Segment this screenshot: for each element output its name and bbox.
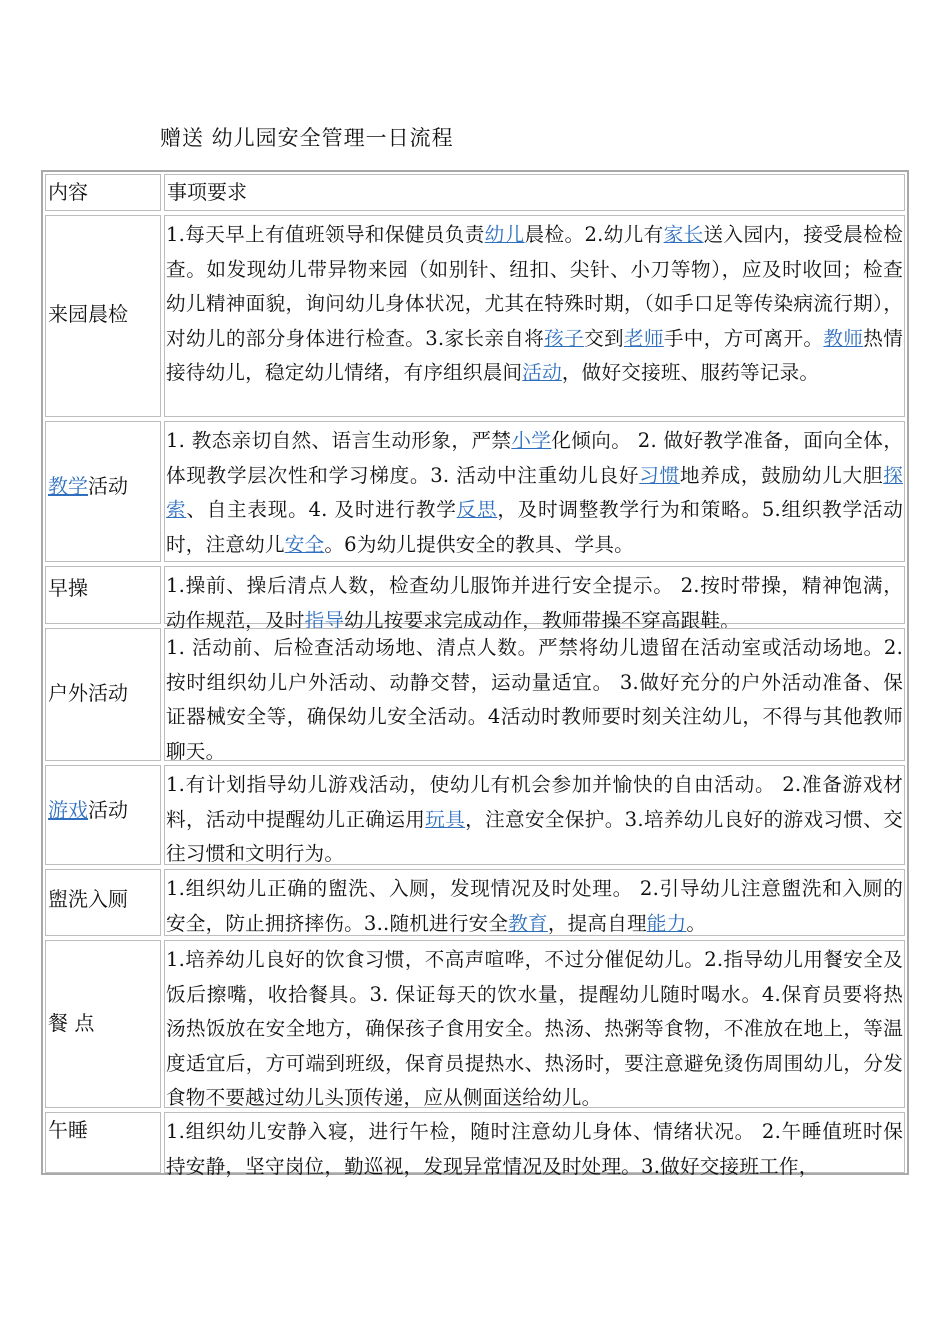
header-cell-requirements bbox=[164, 174, 905, 211]
inline-link[interactable]: 家长 bbox=[663, 223, 704, 246]
row-label bbox=[48, 676, 128, 710]
row-body-text bbox=[165, 768, 904, 872]
row-label-cell bbox=[45, 566, 161, 624]
text-run: 。6为幼儿提供安全的教具、学具。 bbox=[324, 532, 634, 556]
text-run: ，及时调整教学行为和策略。5.组织教学活动时，注意幼儿 bbox=[166, 498, 903, 556]
row-body-text bbox=[165, 943, 904, 1116]
text-run: 午睡 bbox=[48, 1118, 88, 1142]
row-body-cell bbox=[164, 1112, 905, 1178]
row-body-text bbox=[165, 218, 904, 391]
row-body-text bbox=[165, 872, 904, 941]
text-run: 户外活动 bbox=[48, 681, 128, 705]
row-label bbox=[48, 1006, 94, 1040]
text-run: 早操 bbox=[48, 576, 88, 600]
row-body-text bbox=[165, 631, 904, 769]
row-body-cell bbox=[164, 628, 905, 761]
row-label-cell bbox=[45, 628, 161, 761]
procedure-table bbox=[41, 170, 909, 1178]
table-row bbox=[43, 867, 907, 938]
inline-link[interactable]: 教师 bbox=[823, 326, 864, 350]
row-label-cell bbox=[45, 940, 161, 1108]
inline-link[interactable]: 玩具 bbox=[425, 807, 466, 831]
row-label-cell bbox=[45, 215, 161, 417]
text-run: 活动 bbox=[88, 474, 128, 498]
inline-link[interactable]: 小学 bbox=[511, 429, 552, 452]
table-row bbox=[43, 763, 907, 867]
text-run: ，注意安全保护。3.培养幼儿良好的游戏习惯、交往习惯和文明行为。 bbox=[166, 807, 904, 865]
text-run: 1.培养幼儿良好的饮食习惯，不高声喧哗，不过分催促幼儿。2.指导幼儿用餐安全及饭后擦嘴，收拾餐具。3. 保证每天的饮水量，提醒幼儿随时喝水。4.保育员要将热汤热饭放在安全地方，确保孩子食用安全。热汤、热粥等食物，不准放在地上，等温度适宜后，方可端到班级，保育员提热水、热汤时，要注意避免烫伤周围幼儿，分发食物不要越过幼儿头顶传递，应从侧面送给幼儿。 bbox=[166, 948, 903, 1109]
text-run: 手中，方可离开。 bbox=[663, 326, 824, 350]
row-label bbox=[48, 793, 128, 827]
table-row bbox=[43, 419, 907, 564]
text-run: 1.有计划指导幼儿游戏活动，使幼儿有机会参加并愉快的自由活动。 2.准备游戏材料，活动中提醒幼儿正确运用 bbox=[166, 773, 903, 831]
inline-link[interactable]: 能力 bbox=[646, 911, 687, 935]
inline-link[interactable]: 安全 bbox=[284, 532, 325, 556]
text-run: 、自主表现。4. 及时进行教学 bbox=[186, 498, 457, 521]
text-run: 1. 教态亲切自然、语言生动形象，严禁 bbox=[166, 429, 512, 452]
inline-link[interactable]: 教学 bbox=[48, 474, 88, 498]
inline-link[interactable]: 活动 bbox=[522, 361, 562, 384]
row-body-cell bbox=[164, 869, 905, 936]
inline-link[interactable]: 游戏 bbox=[48, 798, 88, 822]
row-label bbox=[48, 1113, 88, 1147]
row-label-cell bbox=[45, 869, 161, 936]
row-label bbox=[48, 469, 128, 503]
row-body-cell bbox=[164, 215, 905, 417]
inline-link[interactable]: 教育 bbox=[508, 911, 548, 935]
row-body-text bbox=[165, 424, 904, 562]
text-run: 活动 bbox=[88, 798, 128, 822]
row-label bbox=[48, 571, 88, 605]
text-run: 。 bbox=[686, 911, 707, 935]
row-body-cell bbox=[164, 566, 905, 632]
text-run: 送入园内，接受晨检检查。如发现幼儿带异物来园（如别针、纽扣、尖针、小刀等物），应及时收回；检查幼儿精神面貌，询问幼儿身体状况，尤其在特殊时期，（如手口足等传染病流行期），对幼儿的部分身体进行检查。3.家长亲自将 bbox=[166, 223, 903, 350]
text-run: ，做好交接班、服药等记录。 bbox=[561, 361, 820, 384]
table-row bbox=[43, 938, 907, 1110]
table-row bbox=[43, 213, 907, 419]
row-label-cell bbox=[45, 421, 161, 562]
header-cell-content bbox=[45, 174, 161, 211]
text-run: 1.组织幼儿安静入寝，进行午检，随时注意幼儿身体、情绪状况。 2.午睡值班时保持安静，坚守岗位，勤巡视，发现异常情况及时处理。3.做好交接班工作， bbox=[166, 1120, 903, 1178]
text-run: 来园晨检 bbox=[48, 302, 128, 326]
row-label bbox=[48, 297, 128, 331]
inline-link[interactable]: 幼儿 bbox=[484, 223, 525, 246]
header-label-requirements: 事项要求 bbox=[167, 180, 247, 204]
text-run: 1.组织幼儿正确的盥洗、入厕，发现情况及时处理。 2.引导幼儿注意盥洗和入厕的安全，防止拥挤摔伤。3..随机进行安全 bbox=[166, 877, 903, 935]
text-run: 地养成，鼓励幼儿大胆 bbox=[679, 463, 884, 487]
text-run: 热情接待幼儿，稳定幼儿情绪，有序组织晨间 bbox=[166, 326, 903, 384]
inline-link[interactable]: 习惯 bbox=[639, 463, 680, 487]
row-body-text bbox=[165, 1115, 904, 1184]
row-body-cell bbox=[164, 421, 905, 562]
row-body-cell bbox=[164, 940, 905, 1108]
inline-link[interactable]: 孩子 bbox=[544, 326, 585, 350]
row-label-cell bbox=[45, 765, 161, 865]
text-run: ，提高自理 bbox=[547, 911, 647, 935]
inline-link[interactable]: 反思 bbox=[456, 498, 498, 521]
row-label-cell bbox=[45, 1112, 161, 1173]
row-label bbox=[48, 882, 128, 916]
table-row bbox=[43, 626, 907, 763]
page-title: 赠送 幼儿园安全管理一日流程 bbox=[160, 126, 454, 150]
inline-link[interactable]: 探索 bbox=[166, 463, 903, 521]
table-row bbox=[43, 564, 907, 632]
table-header-row bbox=[43, 172, 907, 213]
text-run: 晨检。2.幼儿有 bbox=[524, 223, 664, 246]
text-run: 化倾向。 2. 做好教学准备，面向全体，体现教学层次性和学习梯度。3. 活动中注重幼儿良好 bbox=[166, 429, 903, 487]
header-label-content: 内容 bbox=[48, 180, 88, 204]
text-run: 1. 活动前、后检查活动场地、清点人数。严禁将幼儿遗留在活动室或活动场地。2.按时组织幼儿户外活动、动静交替，运动量适宜。 3.做好充分的户外活动准备、保证器械安全等，确保幼儿安全活动。4活动时教师要时刻关注幼儿，不得与其他教师聊天。 bbox=[166, 636, 903, 763]
text-run: 盥洗入厕 bbox=[48, 887, 128, 911]
text-run: 1.每天早上有值班领导和保健员负责 bbox=[166, 223, 485, 246]
text-run: 幼儿按要求完成动作，教师带操不穿高跟鞋。 bbox=[344, 608, 741, 632]
text-run: 交到 bbox=[584, 326, 624, 350]
inline-link[interactable]: 指导 bbox=[304, 608, 345, 632]
row-body-cell bbox=[164, 765, 905, 865]
inline-link[interactable]: 老师 bbox=[623, 326, 664, 350]
text-run: 1.操前、操后清点人数，检查幼儿服饰并进行安全提示。 2.按时带操，精神饱满，动作规范，及时 bbox=[166, 574, 903, 632]
table-row bbox=[43, 1110, 907, 1178]
text-run: 餐 点 bbox=[48, 1011, 95, 1035]
